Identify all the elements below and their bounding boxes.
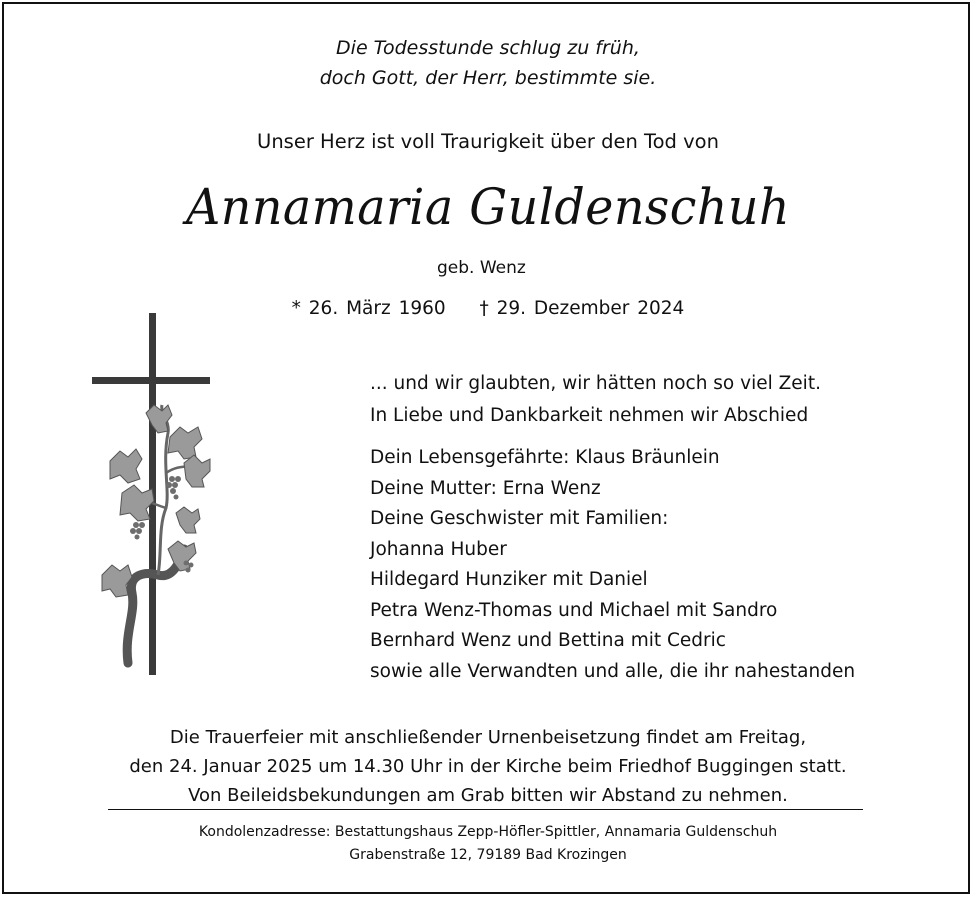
mourner-line: Johanna Huber (370, 538, 507, 560)
motto-line: Die Todesstunde schlug zu früh, (336, 37, 640, 59)
mourners-list (370, 443, 855, 687)
condolence-address (0, 821, 976, 867)
motto-verse (0, 33, 976, 93)
funeral-line: Von Beileidsbekundungen am Grab bitten wir Abstand zu nehmen. (188, 785, 788, 806)
motto-line: doch Gott, der Herr, bestimmte sie. (319, 67, 657, 89)
maiden-name: geb. Wenz (437, 258, 526, 278)
funeral-line: den 24. Januar 2025 um 14.30 Uhr in der Kirche beim Friedhof Buggingen statt. (129, 756, 847, 777)
funeral-info (0, 723, 976, 810)
mourner-line: Petra Wenz-Thomas und Michael mit Sandro (370, 599, 778, 621)
quote-line: In Liebe und Dankbarkeit nehmen wir Abschied (370, 405, 809, 426)
intro-text: Unser Herz ist voll Traurigkeit über den Tod von (257, 130, 719, 153)
birth-date: * 26. März 1960 (291, 298, 446, 319)
mourner-line: Dein Lebensgefährte: Klaus Bräunlein (370, 447, 720, 468)
quote-line: ... und wir glaubten, wir hätten noch so viel Zeit. (370, 373, 821, 394)
contact-line: Kondolenzadresse: Bestattungshaus Zepp-Höfler-Spittler, Annamaria Guldenschuh (198, 824, 778, 840)
divider (108, 809, 863, 810)
funeral-line: Die Trauerfeier mit anschließender Urnenbeisetzung findet am Freitag, (169, 727, 807, 748)
mourner-line: Deine Mutter: Erna Wenz (370, 477, 601, 499)
cross-with-grapevine-icon (88, 313, 218, 678)
deceased-name: Annamaria Guldenschuh (185, 178, 791, 236)
mourner-line: Bernhard Wenz und Bettina mit Cedric (370, 630, 726, 651)
farewell-quote (370, 368, 821, 432)
mourner-line: sowie alle Verwandten und alle, die ihr nahestanden (370, 660, 856, 682)
mourner-line: Hildegard Hunziker mit Daniel (370, 569, 648, 590)
death-date: † 29. Dezember 2024 (479, 298, 685, 319)
mourner-line: Deine Geschwister mit Familien: (370, 508, 669, 529)
contact-line: Grabenstraße 12, 79189 Bad Krozingen (349, 847, 627, 863)
